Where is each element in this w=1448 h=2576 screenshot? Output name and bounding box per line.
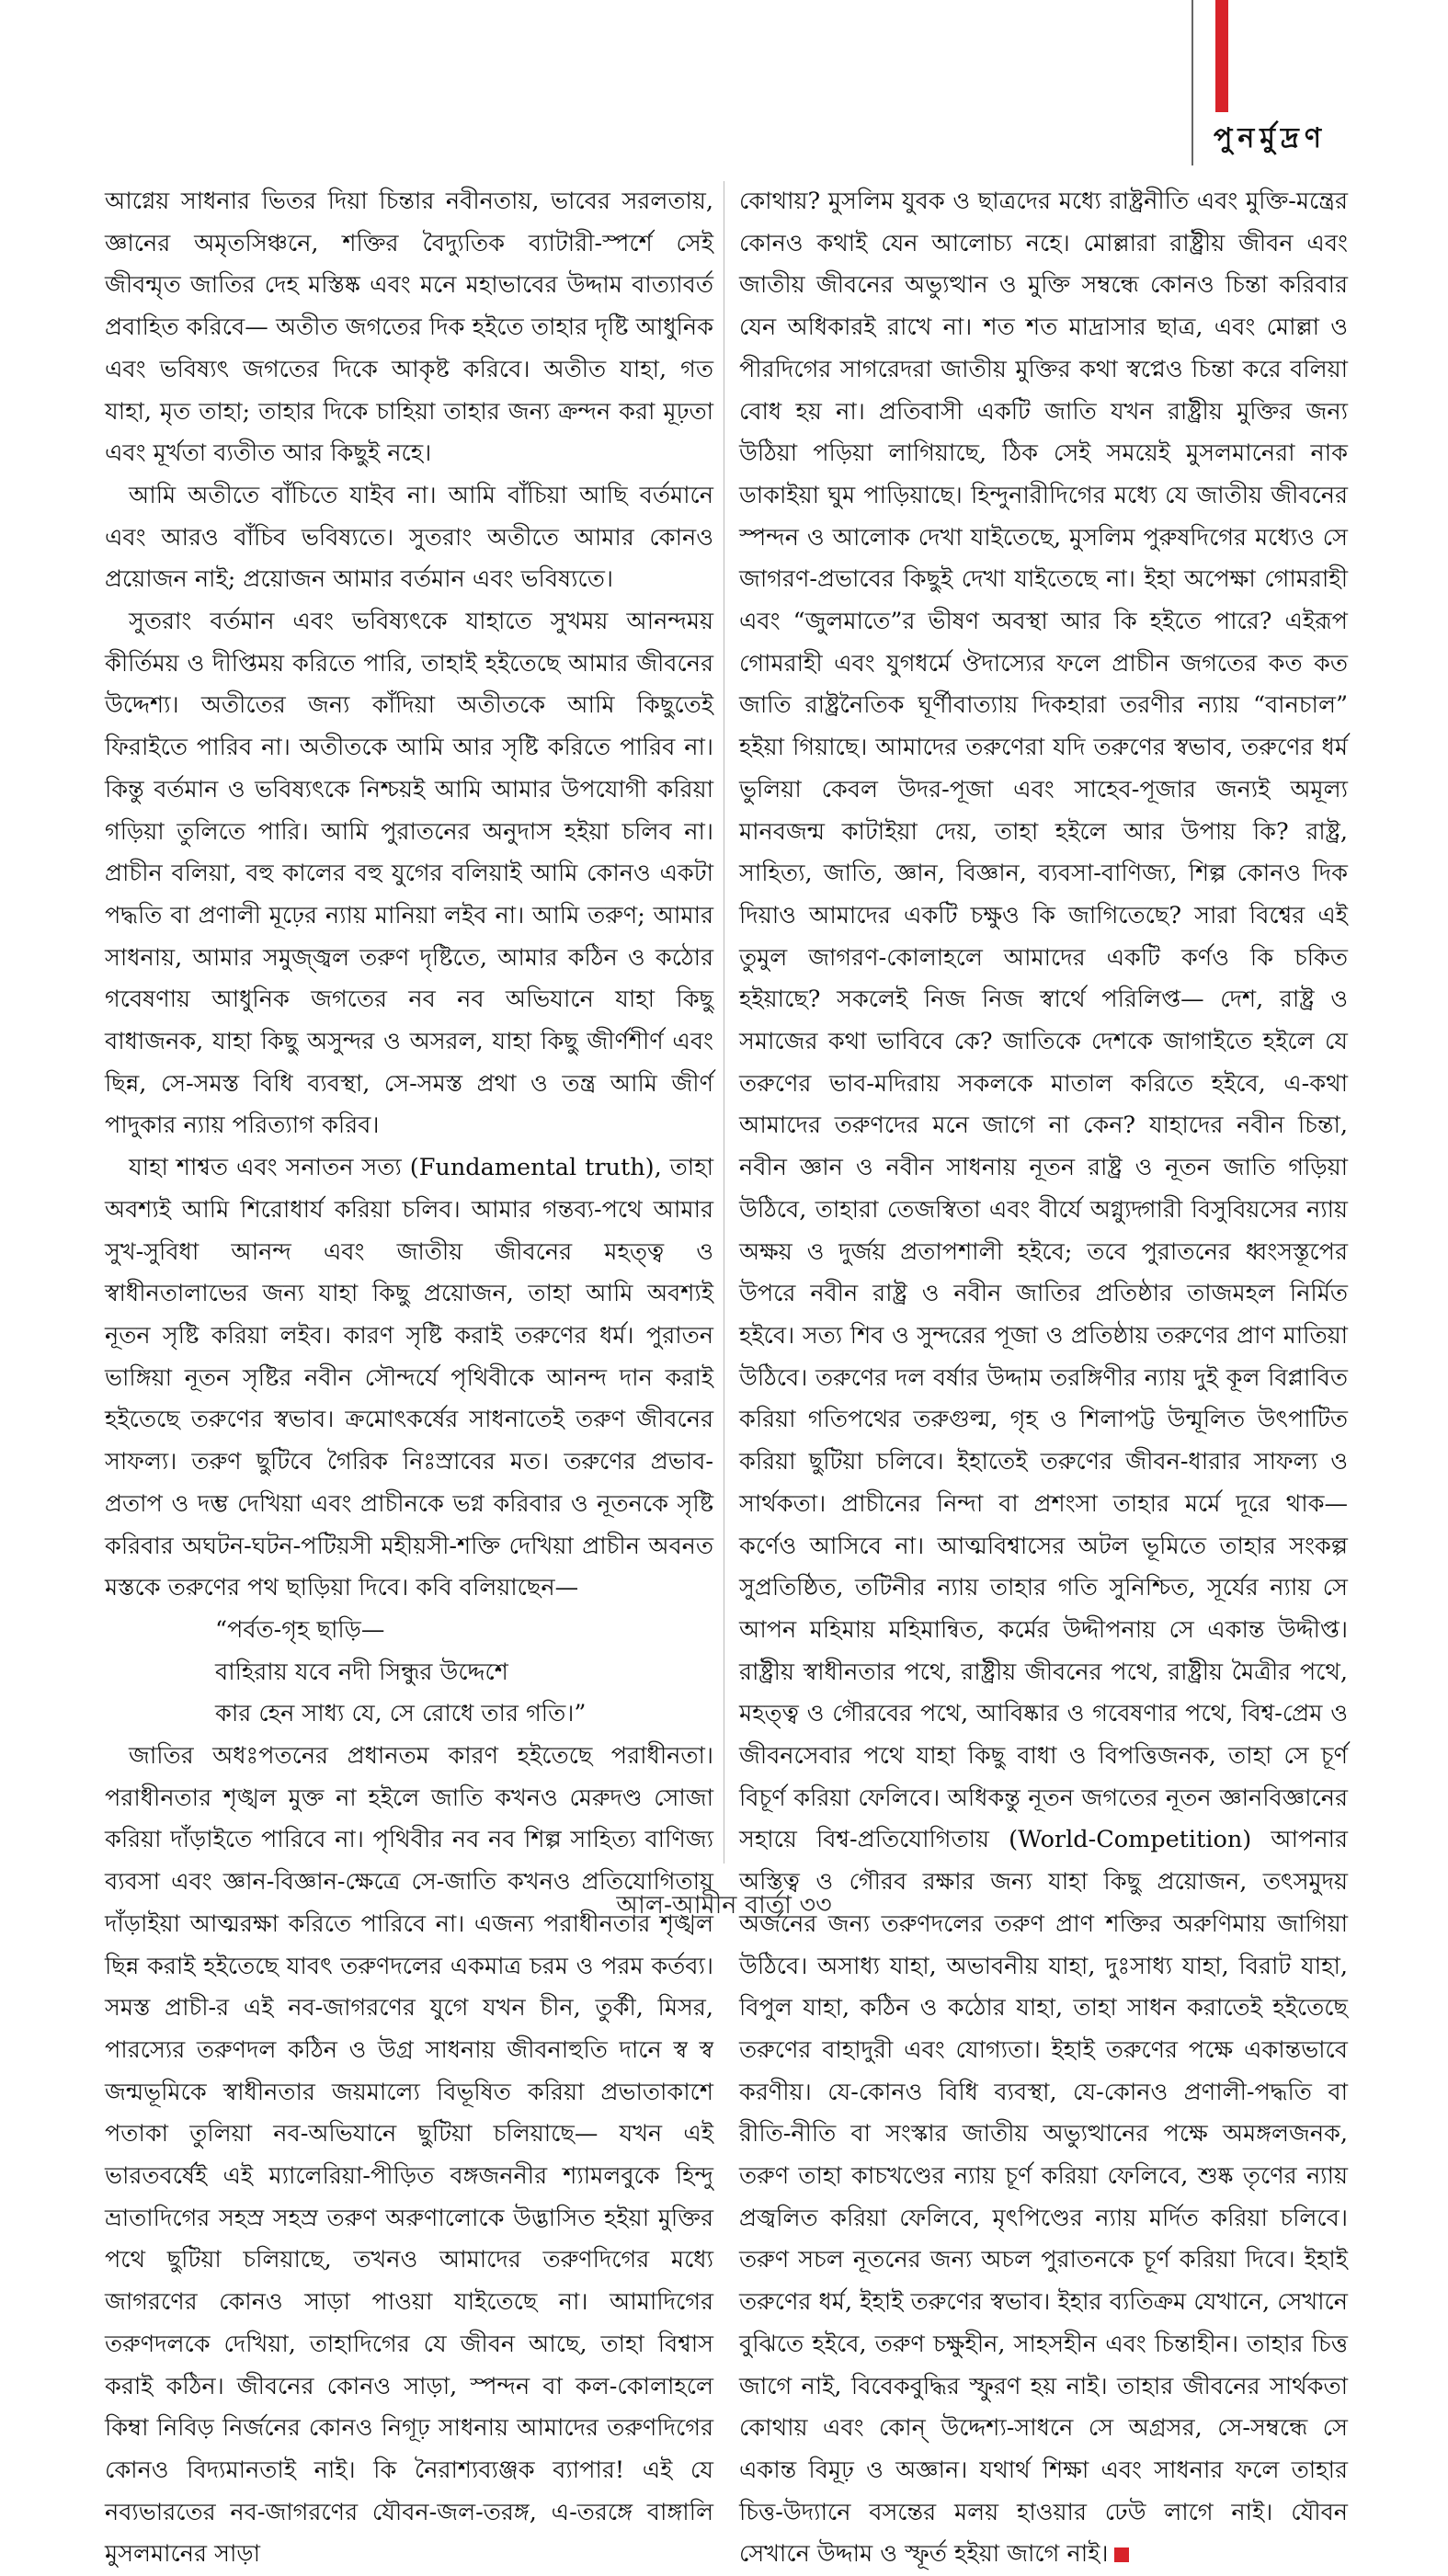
section-rule xyxy=(1191,110,1193,165)
poem-line-2: বাহিরায় যবে নদী সিন্ধুর উদ্দেশে xyxy=(215,1658,508,1686)
right-paragraph-1 xyxy=(739,181,1348,2576)
poem-quote xyxy=(215,1610,713,1736)
left-paragraph-5: জাতির অধঃপতনের প্রধানতম কারণ হইতেছে পরাধীনতা। পরাধীনতার শৃঙ্খল মুক্ত না হইলে জাতি কখনও মেরুদণ্ড সোজা করিয়া দাঁড়াইতে পারিবে না। পৃথিবীর নব নব শিল্প সাহিত্য বাণিজ্য ব্যবসা এবং জ্ঞান-বিজ্ঞান-ক্ষেত্রে সে-জাতি কখনও প্রতিযোগিতায় দাঁড়াইয়া আত্মরক্ষা করিতে পারিবে না। এজন্য পরাধীনতার শৃঙ্খল ছিন্ন করাই হইতেছে যাবৎ তরুণদলের একমাত্র চরম ও পরম কর্তব্য। সমস্ত প্রাচী-র এই নব-জাগরণের যুগে যখন চীন, তুর্কী, মিসর, পারস্যের তরুণদল কঠিন ও উগ্র সাধনায় জীবনাহুতি দানে স্ব স্ব জন্মভূমিকে স্বাধীনতার জয়মাল্যে বিভূষিত করিয়া প্রভাতাকাশে পতাকা তুলিয়া নব-অভিযানে ছুটিয়া চলিয়াছে— যখন এই ভারতবর্ষেই এই ম্যালেরিয়া-পীড়িত বঙ্গজননীর শ্যামলবুকে হিন্দু ভ্রাতাদিগের সহস্র সহস্র তরুণ অরুণালোকে উদ্ভাসিত হইয়া মুক্তির পথে ছুটিয়া চলিয়াছে, তখনও আমাদের তরুণদিগের মধ্যে জাগরণের কোনও সাড়া পাওয়া যাইতেছে না। আমাদিগের তরুণদলকে দেখিয়া, তাহাদিগের যে জীবন আছে, তাহা বিশ্বাস করাই কঠিন। জীবনের কোনও সাড়া, স্পন্দন বা কল-কোলাহলে কিম্বা নিবিড় নির্জনের কোনও নিগূঢ় সাধনায় আমাদের তরুণদিগের কোনও বিদ্যমানতাই নাই। কি নৈরাশ্যব্যঞ্জক ব্যাপার! এই যে নব্যভারতের নব-জাগরণের যৌবন-জল-তরঙ্গ, এ-তরঙ্গে বাঙ্গালি মুসলমানের সাড়া xyxy=(105,1742,713,2569)
page-footer: আল-আমীন বার্তা ৩৩ xyxy=(616,1891,832,1920)
end-mark-icon xyxy=(1114,2548,1129,2562)
right-paragraph-1-text: কোথায়? মুসলিম যুবক ও ছাত্রদের মধ্যে রাষ্ট্রনীতি এবং মুক্তি-মন্ত্রের কোনও কথাই যেন আলোচ্য নহে। মোল্লারা রাষ্ট্রীয় জীবন এবং জাতীয় জীবনের অভ্যুত্থান ও মুক্তি সম্বন্ধে কোনও চিন্তা করিবার যেন অধিকারই রাখে না। শত শত মাদ্রাসার ছাত্র, এবং মোল্লা ও পীরদিগের সাগরেদরা জাতীয় মুক্তির কথা স্বপ্নেও চিন্তা করে বলিয়া বোধ হয় না। প্রতিবাসী একটি জাতি যখন রাষ্ট্রীয় মুক্তির জন্য উঠিয়া পড়িয়া লাগিয়াছে, ঠিক সেই সময়েই মুসলমানেরা নাক ডাকাইয়া ঘুম পাড়িয়াছে। হিন্দুনারীদিগের মধ্যে যে জাতীয় জীবনের স্পন্দন ও আলোক দেখা যাইতেছে, মুসলিম পুরুষদিগের মধ্যেও সে জাগরণ-প্রভাবের কিছুই দেখা যাইতেছে না। ইহা অপেক্ষা গোমরাহী এবং “জুলমাতে”র ভীষণ অবস্থা আর কি হইতে পারে? এইরূপ গোমরাহী এবং যুগধর্মে ঔদাস্যের ফলে প্রাচীন জগতের কত কত জাতি রাষ্ট্রনৈতিক ঘূর্ণীবাত্যায় দিকহারা তরণীর ন্যায় “বানচাল” হইয়া গিয়াছে। আমাদের তরুণেরা যদি তরুণের স্বভাব, তরুণের ধর্ম ভুলিয়া কেবল উদর-পূজা এবং সাহেব-পূজার জন্যই অমূল্য মানবজন্ম কাটাইয়া দেয়, তাহা হইলে আর উপায় কি? রাষ্ট্র, সাহিত্য, জাতি, জ্ঞান, বিজ্ঞান, ব্যবসা-বাণিজ্য, শিল্প কোনও দিক দিয়াও আমাদের একটি চক্ষুও কি জাগিতেছে? সারা বিশ্বের এই তুমুল জাগরণ-কোলাহলে আমাদের একটি কর্ণও কি চকিত হইয়াছে? সকলেই নিজ নিজ স্বার্থে পরিলিপ্ত— দেশ, রাষ্ট্র ও সমাজের কথা ভাবিবে কে? জাতিকে দেশকে জাগাইতে হইলে যে তরুণের ভাব-মদিরায় সকলকে মাতাল করিতে হইবে, এ-কথা আমাদের তরুণদের মনে জাগে না কেন? যাহাদের নবীন চিন্তা, নবীন জ্ঞান ও নবীন সাধনায় নূতন রাষ্ট্র ও নূতন জাতি গড়িয়া উঠিবে, তাহারা তেজস্বিতা এবং বীর্যে অগ্ন্যুদ্গারী বিসুবিয়সের ন্যায় অক্ষয় ও দুর্জয় প্রতাপশালী হইবে; তবে পুরাতনের ধ্বংসস্তূপের উপরে নবীন রাষ্ট্র ও নবীন জাতির প্রতিষ্ঠার তাজমহল নির্মিত হইবে। সত্য শিব ও সুন্দরের পূজা ও প্রতিষ্ঠায় তরুণের প্রাণ মাতিয়া উঠিবে। তরুণের দল বর্ষার উদ্দাম তরঙ্গিণীর ন্যায় দুই কূল বিপ্লাবিত করিয়া গতিপথের তরুগুল্ম, গৃহ ও শিলাপট্ট উন্মূলিত উৎপাটিত করিয়া ছুটিয়া চলিবে। ইহাতেই তরুণের জীবন-ধারার সাফল্য ও সার্থকতা। প্রাচীনের নিন্দা বা প্রশংসা তাহার মর্মে দূরে থাক— কর্ণেও আসিবে না। আত্মবিশ্বাসের অটল ভূমিতে তাহার সংকল্প সুপ্রতিষ্ঠিত, তটিনীর ন্যায় তাহার গতি সুনিশ্চিত, সূর্যের ন্যায় সে আপন মহিমায় মহিমান্বিত, কর্মের উদ্দীপনায় সে একান্ত উদ্দীপ্ত। রাষ্ট্রীয় স্বাধীনতার পথে, রাষ্ট্রীয় জীবনের পথে, রাষ্ট্রীয় মৈত্রীর পথে, মহত্ত্ব ও গৌরবের পথে, আবিষ্কার ও গবেষণার পথে, বিশ্ব-প্রেম ও জীবনসেবার পথে যাহা কিছু বাধা ও বিপত্তিজনক, তাহা সে চূর্ণ বিচূর্ণ করিয়া ফেলিবে। অধিকন্তু নূতন জগতের নূতন জ্ঞানবিজ্ঞানের সহায়ে বিশ্ব-প্রতিযোগিতায় (World-Competition) আপনার অস্তিত্ব ও গৌরব রক্ষার জন্য যাহা কিছু প্রয়োজন, তৎসমুদয় অর্জনের জন্য তরুণদলের তরুণ প্রাণ শক্তির অরুণিমায় জাগিয়া উঠিবে। অসাধ্য যাহা, অভাবনীয় যাহা, দুঃসাধ্য যাহা, বিরাট যাহা, বিপুল যাহা, কঠিন ও কঠোর যাহা, তাহা সাধন করাতেই হইতেছে তরুণের বাহাদুরী এবং যোগ্যতা। ইহাই তরুণের পক্ষে একান্তভাবে করণীয়। যে-কোনও বিধি ব্যবস্থা, যে-কোনও প্রণালী-পদ্ধতি বা রীতি-নীতি বা সংস্কার জাতীয় অভ্যুত্থানের পক্ষে অমঙ্গলজনক, তরুণ তাহা কাচখণ্ডের ন্যায় চূর্ণ করিয়া ফেলিবে, শুষ্ক তৃণের ন্যায় প্রজ্বলিত করিয়া ফেলিবে, মৃৎপিণ্ডের ন্যায় মর্দিত করিয়া চলিবে। তরুণ সচল নূতনের জন্য অচল পুরাতনকে চূর্ণ করিয়া দিবে। ইহাই তরুণের ধর্ম, ইহাই তরুণের স্বভাব। ইহার ব্যতিক্রম যেখানে, সেখানে বুঝিতে হইবে, তরুণ চক্ষুহীন, সাহসহীন এবং চিন্তাহীন। তাহার চিত্ত জাগে নাই, বিবেকবুদ্ধির স্ফুরণ হয় নাই। তাহার জীবনের সার্থকতা কোথায় এবং কোন্ উদ্দেশ্য-সাধনে সে অগ্রসর, সে-সম্বন্ধে সে একান্ত বিমূঢ় ও অজ্ঞান। যথার্থ শিক্ষা এবং সাধনার ফলে তাহার চিত্ত-উদ্যানে বসন্তের মলয় হাওয়ার ঢেউ লাগে নাই। যৌবন সেখানে উদ্দাম ও স্ফূর্ত হইয়া জাগে নাই। xyxy=(739,188,1348,2569)
header-rule xyxy=(1191,0,1193,112)
header-accent-bar xyxy=(1215,0,1228,112)
section-label: পুনর্মুদ্রণ xyxy=(1214,122,1328,154)
poem-line-3: কার হেন সাধ্য যে, সে রোধে তার গতি।” xyxy=(215,1700,587,1728)
left-paragraph-1: আগ্নেয় সাধনার ভিতর দিয়া চিন্তার নবীনতায়, ভাবের সরলতায়, জ্ঞানের অমৃতসিঞ্চনে, শক্তির বৈদ্যুতিক ব্যাটারী-স্পর্শে সেই জীবন্মৃত জাতির দেহ মস্তিষ্ক এবং মনে মহাভাবের উদ্দাম বাত্যাবর্ত প্রবাহিত করিবে— অতীত জগতের দিক হইতে তাহার দৃষ্টি আধুনিক এবং ভবিষ্যৎ জগতের দিকে আকৃষ্ট করিবে। অতীত যাহা, গত যাহা, মৃত তাহা; তাহার দিকে চাহিয়া তাহার জন্য ক্রন্দন করা মূঢ়তা এবং মূর্খতা ব্যতীত আর কিছুই নহে। xyxy=(105,188,713,468)
poem-line-1: “পর্বত-গৃহ ছাড়ি— xyxy=(215,1615,385,1644)
left-paragraph-3: সুতরাং বর্তমান এবং ভবিষ্যৎকে যাহাতে সুখময় আনন্দময় কীর্তিময় ও দীপ্তিময় করিতে পারি, তাহাই হইতেছে আমার জীবনের উদ্দেশ্য। অতীতের জন্য কাঁদিয়া অতীতকে আমি কিছুতেই ফিরাইতে পারিব না। অতীতকে আমি আর সৃষ্টি করিতে পারিব না। কিন্তু বর্তমান ও ভবিষ্যৎকে নিশ্চয়ই আমি আমার উপযোগী করিয়া গড়িয়া তুলিতে পারি। আমি পুরাতনের অনুদাস হইয়া চলিব না। প্রাচীন বলিয়া, বহু কালের বহু যুগের বলিয়াই আমি কোনও একটা পদ্ধতি বা প্রণালী মূঢ়ের ন্যায় মানিয়া লইব না। আমি তরুণ; আমার সাধনায়, আমার সমুজ্জ্বল তরুণ দৃষ্টিতে, আমার কঠিন ও কঠোর গবেষণায় আধুনিক জগতের নব নব অভিযানে যাহা কিছু বাধাজনক, যাহা কিছু অসুন্দর ও অসরল, যাহা কিছু জীর্ণশীর্ণ এবং ছিন্ন, সে-সমস্ত বিধি ব্যবস্থা, সে-সমস্ত প্রথা ও তন্ত্র আমি জীর্ণ পাদুকার ন্যায় পরিত্যাগ করিব। xyxy=(105,608,713,1140)
left-paragraph-4: যাহা শাশ্বত এবং সনাতন সত্য (Fundamental truth), তাহা অবশ্যই আমি শিরোধার্য করিয়া চলিব। আমার গন্তব্য-পথে আমার সুখ-সুবিধা আনন্দ এবং জাতীয় জীবনের মহত্ত্ব ও স্বাধীনতালাভের জন্য যাহা কিছু প্রয়োজন, তাহা আমি অবশ্যই নূতন সৃষ্টি করিয়া লইব। কারণ সৃষ্টি করাই তরুণের ধর্ম। পুরাতন ভাঙ্গিয়া নূতন সৃষ্টির নবীন সৌন্দর্যে পৃথিবীকে আনন্দ দান করাই হইতেছে তরুণের স্বভাব। ক্রমোৎকর্ষের সাধনাতেই তরুণ জীবনের সাফল্য। তরুণ ছুটিবে গৈরিক নিঃস্রাবের মত। তরুণের প্রভাব-প্রতাপ ও দম্ভ দেখিয়া এবং প্রাচীনকে ভগ্ন করিবার ও নূতনকে সৃষ্টি করিবার অঘটন-ঘটন-পটিয়সী মহীয়সী-শক্তি দেখিয়া প্রাচীন অবনত মস্তকে তরুণের পথ ছাড়িয়া দিবে। কবি বলিয়াছেন— xyxy=(105,1154,713,1602)
left-paragraph-2: আমি অতীতে বাঁচিতে যাইব না। আমি বাঁচিয়া আছি বর্তমানে এবং আরও বাঁচিব ভবিষ্যতে। সুতরাং অতীতে আমার কোনও প্রয়োজন নাই; প্রয়োজন আমার বর্তমান এবং ভবিষ্যতে। xyxy=(105,481,713,594)
left-column xyxy=(105,181,713,2569)
right-column xyxy=(739,181,1348,2569)
